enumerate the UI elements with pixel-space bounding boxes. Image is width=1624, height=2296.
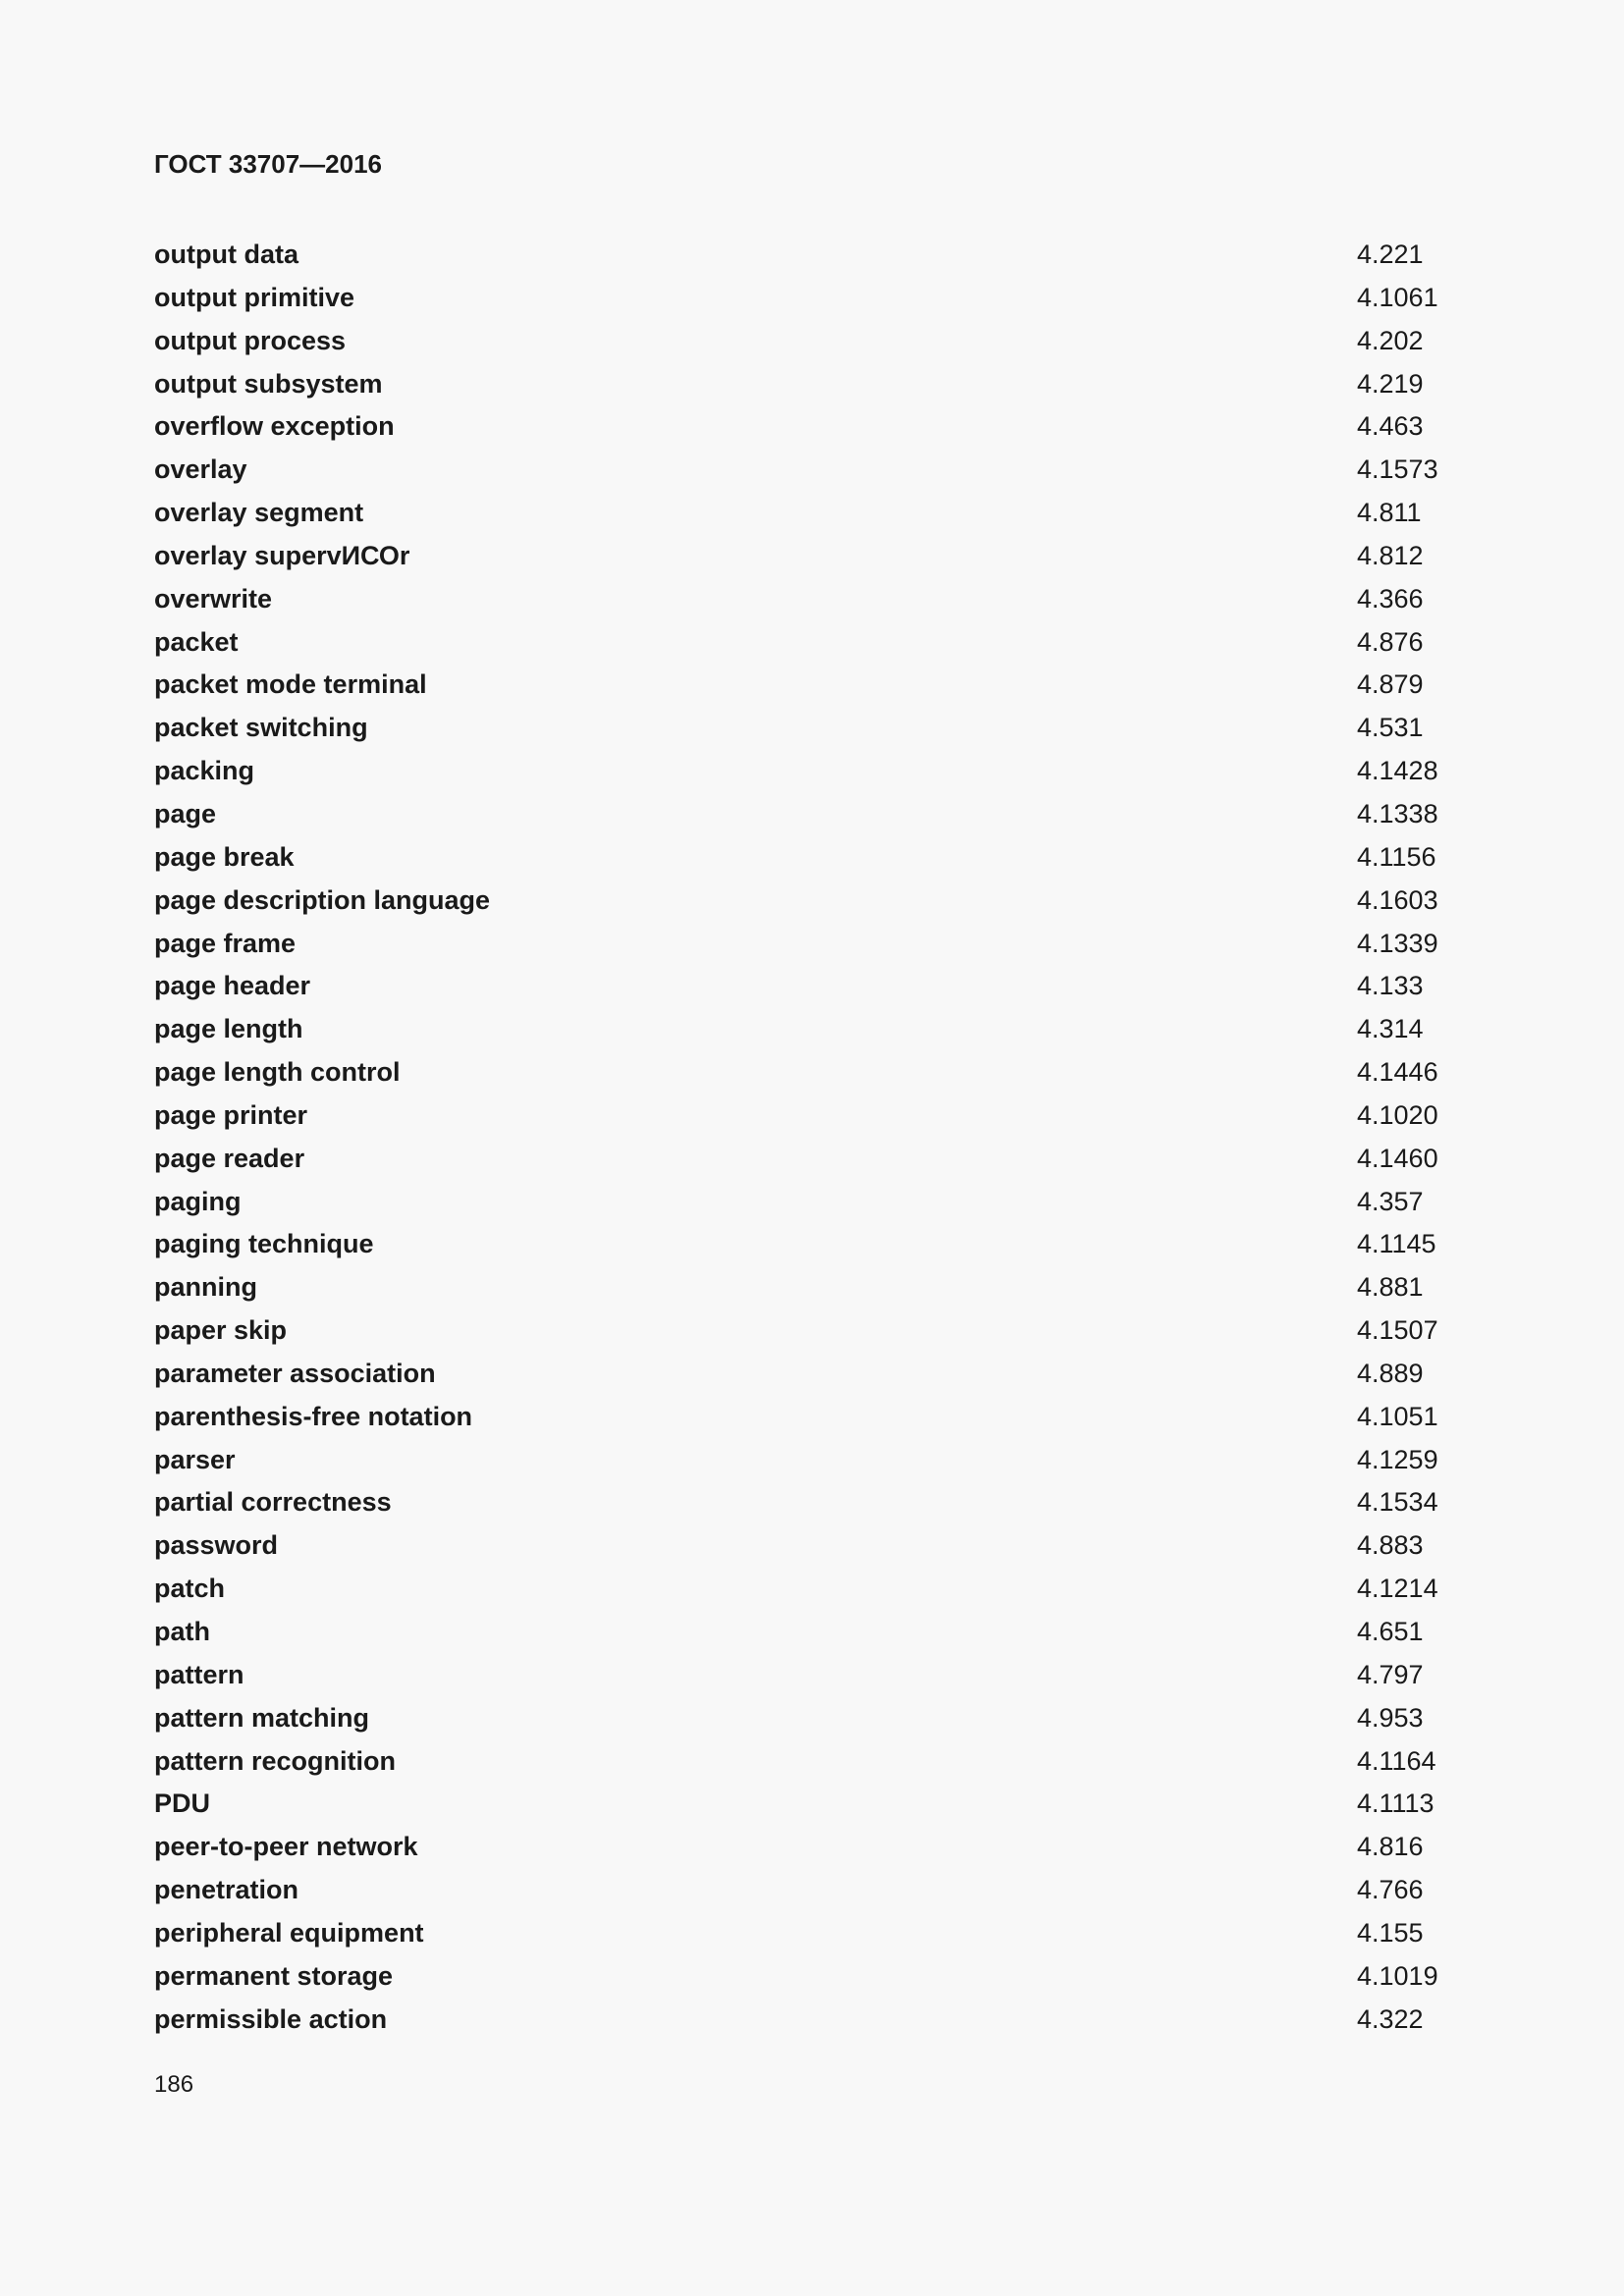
index-term: packet	[154, 626, 239, 657]
index-reference: 4.1428	[1357, 756, 1438, 786]
index-entry	[154, 1227, 1470, 1270]
index-entry	[154, 1055, 1470, 1098]
index-term: parser	[154, 1444, 236, 1474]
index-reference: 4.357	[1357, 1186, 1424, 1216]
index-entry	[154, 1270, 1470, 1313]
index-term: parameter association	[154, 1358, 436, 1388]
index-entry	[154, 582, 1470, 625]
index-term: page frame	[154, 928, 297, 958]
index-entry	[154, 1185, 1470, 1228]
index-term: packet switching	[154, 713, 368, 743]
index-entry	[154, 1485, 1470, 1528]
index-term: packet mode terminal	[154, 669, 427, 700]
index-reference: 4.1460	[1357, 1143, 1438, 1173]
index-reference: 4.322	[1357, 2003, 1424, 2034]
index-reference: 4.811	[1357, 498, 1422, 528]
index-reference: 4.1338	[1357, 798, 1438, 828]
index-term: page description language	[154, 884, 491, 915]
index-reference: 4.1339	[1357, 928, 1438, 958]
index-term: overlay	[154, 454, 247, 485]
index-term: patch	[154, 1574, 226, 1604]
index-term: overwrite	[154, 583, 273, 614]
index-reference: 4.1061	[1357, 282, 1438, 312]
index-reference: 4.651	[1357, 1617, 1424, 1646]
index-reference: 4.881	[1357, 1272, 1424, 1303]
index-entry	[154, 496, 1470, 539]
index-term: paging technique	[154, 1229, 374, 1259]
index-entry	[154, 238, 1470, 281]
index-entry	[154, 1873, 1470, 1916]
index-term: overlay segment	[154, 498, 364, 528]
index-entry	[154, 667, 1470, 711]
index-term: page break	[154, 841, 295, 872]
index-term: PDU	[154, 1789, 211, 1819]
index-term: output subsystem	[154, 368, 383, 399]
index-reference: 4.1019	[1357, 1960, 1438, 1991]
index-reference: 4.366	[1357, 583, 1424, 614]
index-reference: 4.1214	[1357, 1574, 1438, 1604]
index-entry	[154, 1098, 1470, 1142]
index-term: peer-to-peer network	[154, 1832, 418, 1862]
index-entry	[154, 1142, 1470, 1185]
index-term: page reader	[154, 1143, 305, 1173]
index-term: panning	[154, 1272, 257, 1303]
index-term: paper skip	[154, 1315, 288, 1346]
index-entry	[154, 453, 1470, 496]
index-entry	[154, 1744, 1470, 1788]
index-term: permanent storage	[154, 1960, 394, 1991]
index-reference: 4.531	[1357, 713, 1424, 743]
index-reference: 4.1113	[1357, 1789, 1435, 1819]
index-reference: 4.1534	[1357, 1487, 1438, 1518]
index-term: page	[154, 798, 217, 828]
index-entry	[154, 797, 1470, 840]
index-reference: 4.876	[1357, 626, 1424, 657]
index-term: output primitive	[154, 282, 354, 312]
index-entry	[154, 969, 1470, 1012]
index-entry	[154, 539, 1470, 582]
index-term: pattern matching	[154, 1702, 370, 1733]
index-entry	[154, 324, 1470, 367]
index-reference: 4.1259	[1357, 1444, 1438, 1474]
index-entry	[154, 281, 1470, 324]
index-reference: 4.202	[1357, 325, 1424, 355]
index-entry	[154, 625, 1470, 668]
index-reference: 4.1603	[1357, 884, 1438, 915]
index-reference: 4.219	[1357, 368, 1424, 399]
index-term: page length	[154, 1014, 303, 1044]
index-reference: 4.1020	[1357, 1099, 1438, 1130]
index-reference: 4.1051	[1357, 1401, 1438, 1431]
index-reference: 4.816	[1357, 1832, 1424, 1862]
index-reference: 4.463	[1357, 411, 1424, 442]
index-term: packing	[154, 756, 255, 786]
index-entry	[154, 367, 1470, 410]
index-entry	[154, 1572, 1470, 1615]
index-term: output process	[154, 325, 347, 355]
index-reference: 4.1156	[1357, 841, 1436, 872]
index-entry	[154, 1787, 1470, 1830]
index-reference: 4.889	[1357, 1358, 1424, 1388]
index-term: path	[154, 1617, 210, 1646]
index-term: overlay supervИСОr	[154, 540, 410, 570]
index-entry	[154, 754, 1470, 797]
index-entry	[154, 840, 1470, 883]
term-index-list	[154, 238, 1470, 2045]
index-entry	[154, 1701, 1470, 1744]
index-entry	[154, 1830, 1470, 1873]
index-reference: 4.883	[1357, 1530, 1424, 1561]
index-term: penetration	[154, 1875, 299, 1905]
index-entry	[154, 1615, 1470, 1658]
index-reference: 4.314	[1357, 1014, 1424, 1044]
index-reference: 4.1573	[1357, 454, 1438, 485]
index-term: page printer	[154, 1099, 308, 1130]
index-reference: 4.1164	[1357, 1745, 1436, 1776]
index-reference: 4.155	[1357, 1917, 1424, 1948]
index-term: page length control	[154, 1057, 401, 1088]
index-term: parenthesis-free notation	[154, 1401, 473, 1431]
index-reference: 4.1145	[1357, 1229, 1436, 1259]
index-entry	[154, 711, 1470, 754]
index-entry	[154, 1313, 1470, 1357]
page-number: 186	[154, 2071, 194, 2098]
index-term: pattern	[154, 1659, 244, 1689]
index-term: paging	[154, 1186, 242, 1216]
index-entry	[154, 883, 1470, 927]
index-term: pattern recognition	[154, 1745, 397, 1776]
index-reference: 4.797	[1357, 1659, 1424, 1689]
index-reference: 4.221	[1357, 240, 1424, 269]
index-entry	[154, 1443, 1470, 1486]
index-reference: 4.1446	[1357, 1057, 1438, 1088]
index-entry	[154, 1528, 1470, 1572]
index-reference: 4.879	[1357, 669, 1424, 700]
index-term: partial correctness	[154, 1487, 392, 1518]
index-term: page header	[154, 971, 311, 1001]
index-term: password	[154, 1530, 279, 1561]
index-reference: 4.133	[1357, 971, 1424, 1001]
index-entry	[154, 409, 1470, 453]
index-entry	[154, 1916, 1470, 1959]
index-reference: 4.766	[1357, 1875, 1424, 1905]
index-term: output data	[154, 240, 298, 269]
index-reference: 4.1507	[1357, 1315, 1438, 1346]
index-entry	[154, 1959, 1470, 2002]
index-term: overflow exception	[154, 411, 395, 442]
document-header: ГОСТ 33707—2016	[154, 149, 382, 179]
index-entry	[154, 1012, 1470, 1055]
index-entry	[154, 1658, 1470, 1701]
index-entry	[154, 2002, 1470, 2046]
index-entry	[154, 1357, 1470, 1400]
index-reference: 4.953	[1357, 1702, 1424, 1733]
index-reference: 4.812	[1357, 540, 1424, 570]
index-term: permissible action	[154, 2003, 388, 2034]
index-entry	[154, 927, 1470, 970]
index-term: peripheral equipment	[154, 1917, 424, 1948]
index-entry	[154, 1400, 1470, 1443]
